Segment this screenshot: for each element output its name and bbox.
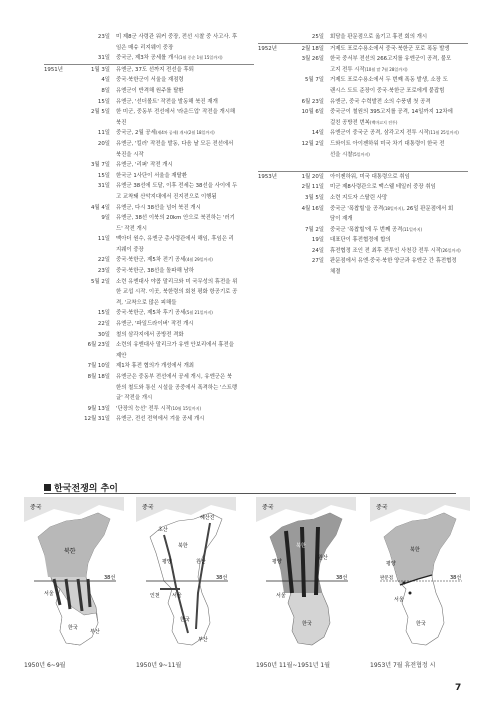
timeline-entry-text: 유엔군이 중국군 공격, 삼각고지 전투 시작 [330,130,429,137]
timeline-date: 14일 [311,130,324,137]
timeline-row [44,245,254,256]
timeline-entry [116,234,254,245]
timeline-row [258,235,468,246]
label-china: 중국 [30,504,42,511]
timeline-date: 15일 [97,172,110,179]
timeline-row [44,192,254,203]
timeline-entry-text: 유엔군, '킬러' 작전을 발동, 다음 날 모든 전선에서 [116,140,234,147]
timeline-entry-text: 아이젠하워, 미국 대통령으로 취임 [330,173,410,180]
timeline-date: 2월 5일 [91,109,110,116]
timeline-entry [116,255,254,266]
label-38th: 38선 [216,575,228,581]
timeline-entry-note: (10월 15일까지) [170,405,202,411]
north-korea-region [384,513,456,585]
label-south-korea: 한국 [180,617,190,623]
timeline-row [258,182,468,193]
timeline-entry-text: 중국군, 제3차 공세를 개시 [116,55,179,62]
timeline-row [258,160,468,171]
timeline-row [258,128,468,139]
timeline-date: 4일 [101,77,110,84]
timeline-date: 4월 4일 [91,204,110,211]
timeline-entry-text: 유엔군, '파일드라이버' 작전 개시 [116,321,194,328]
timeline-entry-text: 드와이트 아이젠하워 미국 차기 대통령이 한국 전 [330,140,445,147]
label-north-korea: 북한 [178,543,188,549]
timeline-row [44,53,254,64]
timeline-row [44,64,254,76]
timeline-entry [116,32,254,43]
label-south-korea: 한국 [302,621,312,627]
label-wonsan: 원산 [196,559,206,565]
timeline-entry-note: (11월 25일까지) [428,130,459,136]
timeline-entry [116,118,254,129]
timeline-date: 1월 3일 [91,66,110,73]
timeline-entry [116,277,254,288]
timeline-row [44,308,254,319]
timeline-row [44,340,254,351]
arrow-advance-4 [88,579,90,607]
timeline-entry [330,65,468,76]
timeline-date: 30일 [97,331,110,338]
section-rule [44,493,456,494]
timeline-entry [116,393,254,404]
label-busan: 부산 [90,629,100,635]
map-1950-nov-1951-jan [256,497,356,654]
timeline-entry-text: 한국 중서부 전선의 266고지를 유엔군이 공격, 불모 [330,56,452,63]
timeline-entry [116,150,254,161]
timeline-date: 11일 [97,130,110,137]
timeline-date: 25일 [311,34,324,40]
timeline-entry-text: 북진 [116,119,127,126]
timeline-date: 9일 [101,215,110,222]
timeline-row [44,266,254,277]
timeline-entry [330,256,468,267]
timeline-entry-text: 유엔군, '선더볼트' 작전을 발동해 북진 재개 [116,98,218,105]
timeline-row [44,97,254,108]
timeline-row [258,214,468,225]
timeline-date: 24일 [311,247,324,254]
timeline-entry [116,287,254,298]
timeline-entry [330,246,468,257]
timeline-entry-text: 중국군이 철원의 395고지를 공격, 14일까지 12차에 [330,109,453,116]
timeline-entry [116,128,254,139]
timeline-date: 23일 [97,268,110,275]
label-hyesan: 혜산진 [200,515,215,521]
timeline-entry-text: 랜시스 도트 준장이 중국·북한군 포로에게 붙잡힘 [330,87,445,94]
timeline-entry-text: 맥아더 원수, 유엔군 총사령관에서 해임, 후임은 리 [116,236,234,243]
timeline-entry [330,44,468,55]
timeline-date: 31일 [97,183,110,190]
timeline-entry-text: 고지 전투 시작 [330,66,365,73]
timeline-entry-text: 제1차 휴전 협의가 개성에서 개최 [116,363,194,370]
timeline-entry-text: 거제도 포로수용소에서 중국·북한군 포로 폭동 발생 [330,45,450,52]
timeline-entry-note: (18일까지) [383,205,404,211]
timeline-date: 5월 7일 [305,77,324,84]
timeline-entry-text: 글' 작전을 개시 [116,395,153,402]
label-38th: 38선 [450,575,462,581]
timeline-entry [116,192,254,203]
timeline-row [44,330,254,341]
timeline-date: 9월 13일 [87,405,110,412]
timeline-date: 3월 5일 [305,194,324,201]
timeline-entry [116,181,254,192]
timeline-date: 2월 11일 [301,184,324,191]
timeline-row [258,75,468,86]
timeline-entry-text: 유엔군, 다시 38선을 넘어 북진 개시 [116,204,201,211]
timeline-entry-text: 소련 지도자 스탈린 사망 [330,194,388,201]
timeline-entry-text: 담이 재개 [330,216,353,223]
timeline-entry-text: 철의 삼각지에서 공방전 격화 [116,331,184,338]
timeline-entry-text: 거제도 포로수용소에서 두 번째 폭동 발생, 소장 도 [330,77,448,84]
section-title-text: 한국전쟁의 추이 [54,484,118,494]
label-south-korea: 한국 [68,625,78,631]
timeline-row [44,150,254,161]
timeline-entry-text: 유엔군, 전선 전역에서 겨울 공세 개시 [116,416,205,423]
timeline-entry-text: 격, '교착으로 많은 피해들 [116,299,177,306]
label-seoul: 서울 [172,593,182,599]
label-wonsan: 원산 [318,555,328,561]
timeline-entry [330,204,468,215]
timeline-entry-note: (백마고지 전투) [369,119,398,125]
timeline-row [258,107,468,118]
timeline-row [258,150,468,161]
timeline-row [258,139,468,150]
timeline-row [44,361,254,372]
timeline-row [258,171,468,183]
timeline-entry-text: 미 제8군 사령관 워커 중장, 전선 시찰 중 사고사. 후 [116,34,238,40]
timeline-date: 8월 18일 [87,374,110,380]
timeline-row [258,256,468,267]
timeline-entry-note: (5월 21일까지) [185,310,213,316]
timeline-entry-text: 고 교착돼 산악지대에서 진지전으로 이행됨 [116,193,217,200]
timeline-entry [330,214,468,225]
timeline-row [44,277,254,288]
timeline-date: 15일 [97,98,110,105]
timeline-entry [116,160,254,171]
timeline-entry-text: 체결 [330,269,341,276]
timeline-entry [116,414,254,425]
timeline-right-column [258,32,468,278]
timeline-row [44,372,254,383]
timeline-entry [116,75,254,86]
timeline-row [258,32,468,43]
timeline-entry [116,53,254,64]
page-number: 7 [455,683,462,693]
timeline-entry [116,351,254,362]
timeline-entry-text: 휴전협정 조인 전 최후 전투인 사천강 전투 시작 [330,247,441,254]
timeline-row [44,287,254,298]
timeline-row [44,32,254,43]
timeline-entry [116,361,254,372]
timeline-entry [330,97,468,108]
timeline-entry-text: 회담을 판문점으로 옮기고 휴전 회의 개시 [330,34,428,40]
timeline-entry-text: 대표단이 휴전협정에 합의 [330,237,391,244]
label-incheon: 인천 [150,593,160,599]
timeline-row [44,86,254,97]
timeline-entry [330,235,468,246]
label-china: 중국 [142,504,154,511]
timeline-entry [116,319,254,330]
timeline-entry [116,404,254,415]
timeline-year: 1953년 [258,173,277,180]
timeline-entry [116,330,254,341]
label-panmunjom: 판문점 [380,576,394,581]
map-caption: 1953년 7월 휴전협정 시 [370,662,436,669]
label-north-korea: 북한 [64,548,76,555]
timeline-left-column [44,32,254,425]
timeline-entry [330,118,468,129]
timeline-date: 3월 7일 [91,162,110,169]
timeline-entry-note: (1월 중순 1월 15일까지) [178,55,223,61]
timeline-entry [330,193,468,204]
timeline-row [44,203,254,214]
square-bullet-icon [44,484,51,491]
timeline-entry [116,266,254,277]
label-38th: 38선 [336,575,348,581]
timeline-row [44,75,254,86]
label-south-korea: 한국 [416,621,426,627]
timeline-row [258,43,468,55]
timeline-date: 22일 [97,257,110,264]
timeline-entry [330,86,468,97]
timeline-entry-note: (26일까지) [440,247,461,253]
timeline-row [258,225,468,236]
timeline-entry [116,308,254,319]
timeline-entry [330,225,468,236]
timeline-year: 1952년 [258,45,277,52]
label-chosan: 초산 [158,527,168,533]
seoul-marker-icon [409,592,412,595]
timeline-entry [330,128,468,139]
timeline-entry-text: 걸친 공방전 번복 [330,119,370,126]
arrow-counterattack-3 [316,527,318,595]
timeline-entry-text: 소련의 유엔대사 말리크가 유엔 안보리에서 휴전을 [116,342,234,349]
timeline-entry-note: (10월 말 7월 28일까지) [364,66,408,72]
timeline-entry [330,267,468,278]
label-seoul: 서울 [276,593,286,599]
timeline-row [44,224,254,235]
timeline-entry [116,298,254,309]
timeline-entry-note: (제4차 공세) 개시(2월 18일까지) [155,130,215,136]
timeline-entry-note: (5일까지) [352,151,370,157]
timeline-row [258,86,468,97]
timeline-date: 4월 16일 [301,205,324,212]
timeline-date: 7월 10일 [87,363,110,370]
timeline-year: 1951년 [44,66,63,73]
timeline-entry-text-cont: , 26일 판문점에서 회 [403,205,454,212]
timeline-date: 11일 [97,236,110,243]
timeline-row [44,298,254,309]
timeline-date: 20일 [97,140,110,147]
timeline-entry-text: 중국·북한군, 38선을 돌파해 남하 [116,268,194,275]
timeline-row [44,383,254,394]
map-1950-sep-nov [136,497,236,654]
timeline-entry-note: (4월 29일까지) [185,257,213,263]
timeline-entry [330,54,468,65]
timeline-entry [116,203,254,214]
timeline-entry [116,107,254,118]
label-seoul: 서울 [394,597,404,603]
timeline-row [44,351,254,362]
timeline-entry-text: 중국·북한군, 제5차 후기 공세 [116,310,186,317]
map-caption: 1950년 6~9월 [24,662,66,669]
timeline-date: 3월 26일 [301,56,324,63]
arrow-counterattack-2 [302,527,304,597]
timeline-date: 5월 2일 [91,278,110,285]
timeline-date: 6월 23일 [87,342,110,349]
timeline-entry-text: 판문점에서 유엔·중국·북한 양군과 유엔군 간 휴전협정 [330,258,457,265]
timeline-date: 7월 2일 [305,226,324,233]
timeline-row [258,65,468,76]
timeline-row [44,118,254,129]
timeline-entry-text: 중국군 '폭찹힐'을 공격 [330,205,384,212]
label-pyongyang: 평양 [386,561,396,567]
timeline-entry [330,150,468,161]
timeline-entry [116,340,254,351]
timeline-entry-text: 중국·북한군, 제5차 전기 공세 [116,257,186,264]
label-pyongyang: 평양 [272,559,282,565]
timeline-entry-text: 유엔군 38선에 도달, 이후 전세는 38선을 사이에 두 [116,183,238,190]
timeline-entry-text: 한의 철도와 통신 시설을 공중에서 폭격하는 '스트랭 [116,384,238,391]
timeline-date: 1월 20일 [301,173,324,180]
timeline-row [44,255,254,266]
timeline-entry [116,372,254,383]
timeline-date: 23일 [97,34,110,40]
timeline-entry [330,107,468,118]
timeline-entry [330,160,468,171]
timeline-entry-text: 임은 매슈 리지웨이 중장 [116,44,174,51]
timeline-row [258,97,468,108]
timeline-entry-text: 중국·북한군이 서울을 재점령 [116,77,184,84]
timeline-entry-text: 유엔군은 중동부 전선에서 공세 개시, 유엔군은 북 [116,374,233,380]
label-busan: 부산 [198,637,208,643]
timeline-entry-text: 유엔군, 38선 이북의 20km 안으로 북진하는 '러기 [116,215,235,222]
timeline-entry-text: 유엔군, '리퍼' 작전 개시 [116,162,173,169]
timeline-entry [330,139,468,150]
timeline-entry-text: 중국군 '폭찹힐'에 두 번째 공격 [330,226,403,233]
timeline-entry-text: 드' 작전 개시 [116,225,147,232]
timeline-entry-text: 한 교섭 시작. 이곳, 북한령의 회천 평화 항공기로 공 [116,289,238,296]
timeline-entry [116,224,254,235]
map-1950-jun-sep [24,497,124,654]
timeline-row [44,393,254,404]
north-korea-region [38,513,110,577]
timeline-entry-text: 유엔군, 37도 선까지 전선을 후퇴 [116,66,194,73]
label-north-korea: 북한 [296,543,306,549]
timeline-row [44,414,254,425]
timeline-entry-text: 중국군, 2월 공세 [116,130,156,137]
timeline-date: 31일 [97,55,110,62]
timeline-entry-note: (11일까지) [402,226,423,232]
timeline-entry [116,139,254,150]
timeline-row [258,193,468,204]
timeline-date: 27일 [311,258,324,265]
timeline-entry [116,213,254,224]
timeline-row [44,319,254,330]
timeline-entry-text: 지웨이 중장 [116,246,144,253]
label-china: 중국 [376,504,388,511]
timeline-entry [330,32,468,43]
timeline-row [44,139,254,150]
map-caption: 1950년 9~11월 [136,662,182,669]
timeline-row [44,181,254,192]
timeline-row [258,204,468,215]
timeline-date: 15일 [97,310,110,317]
timeline-entry [116,65,254,76]
timeline-entry-text: 선을 시찰 [330,151,353,158]
label-38th: 38선 [104,575,116,581]
timeline-entry [116,43,254,54]
timeline-entry-text: 한 미군, 중동부 전선에서 '라운드업' 작전을 개시해 [116,109,236,116]
timeline-row [44,160,254,171]
timeline-entry [116,171,254,182]
timeline-row [258,54,468,65]
timeline-row [258,246,468,257]
timeline-entry-text: '단장의 능선' 전투 시작 [116,405,171,412]
timeline-entry [116,245,254,256]
timeline-date: 12월 31일 [84,416,110,423]
timeline-entry-text: 유엔군이 반격해 원주를 탈환 [116,87,184,94]
timeline-date: 6월 23일 [301,98,324,105]
map-1953-armistice [370,497,470,654]
timeline-date: 10월 6일 [301,109,324,116]
timeline-entry [116,97,254,108]
timeline-row [44,107,254,118]
timeline-entry-text: 제안 [116,352,127,359]
label-pyongyang: 평양 [162,559,172,565]
timeline-row [44,128,254,139]
timeline-entry-text: 소련 유엔대사 야콥 말리크와 미 국무성의 휴전을 위 [116,278,238,285]
timeline-entry [330,172,468,183]
timeline-entry-text: 북진을 시작 [116,151,144,158]
timeline-row [44,213,254,224]
timeline-entry [330,182,468,193]
timeline-entry-text: 미군 제8사령관으로 맥스웰 테일러 중장 취임 [330,184,436,191]
timeline-date: 2월 18일 [301,45,324,52]
timeline-entry-text: 유엔군, 중국 수력발전 소의 수풍댐 첫 공격 [330,98,431,105]
label-china: 중국 [262,504,274,511]
timeline-date: 8일 [101,87,110,94]
timeline-date: 12월 2일 [301,140,324,147]
timeline-entry-text: 한국군 1사단이 서울을 재탈환 [116,172,188,179]
panmunjom-marker-icon [403,582,406,585]
label-seoul: 서울 [44,591,54,597]
timeline-row [44,234,254,245]
timeline-row [258,267,468,278]
label-north-korea: 북한 [410,547,420,553]
timeline-date: 22일 [97,321,110,328]
timeline-row [44,171,254,182]
timeline-row [44,404,254,415]
timeline-row [258,118,468,129]
timeline-date: 19일 [311,237,324,244]
timeline-entry [116,86,254,97]
timeline-entry [116,383,254,394]
timeline-entry [330,75,468,86]
timeline-row [44,43,254,54]
map-caption: 1950년 11월~1951년 1월 [256,662,331,669]
